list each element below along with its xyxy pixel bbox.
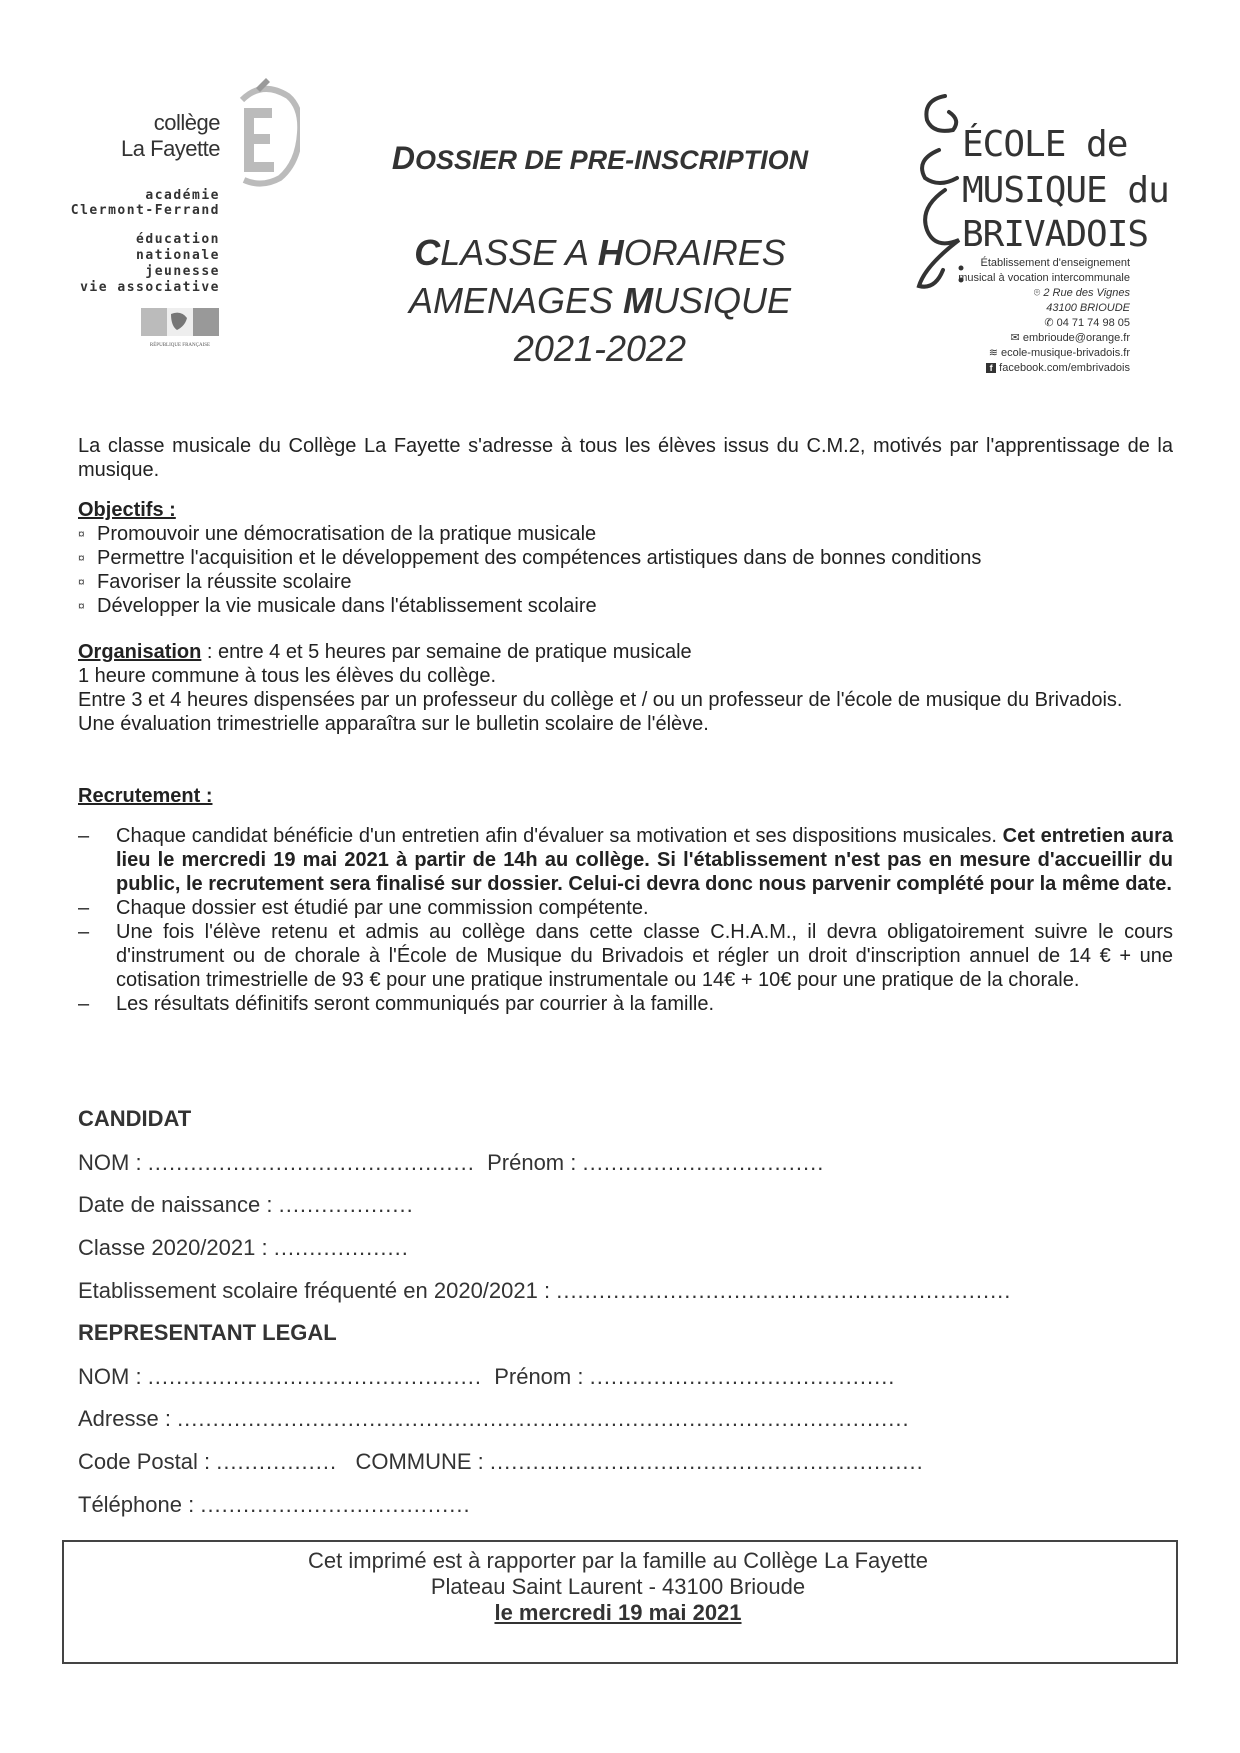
objectifs-heading: Objectifs : xyxy=(78,499,176,521)
list-item: – Chaque candidat bénéficie d'un entretien afin d'évaluer sa motivation et ses dispositions musicales. Cet entretien aura lieu le mercredi 19 mai 2021 à partir de 14h au collège. Si l'établissement n'est pas en mesure d'accueillir du public, le recrutement sera finalisé sur dossier. Celui-ci devra donc nous parvenir complété pour la même date. xyxy=(78,825,1173,895)
academie-label: académie Clermont-Ferrand xyxy=(70,188,220,218)
dossier-title: DOSSIER DE PRE-INSCRIPTION xyxy=(391,140,809,176)
ecole-name-line1: ÉCOLE de xyxy=(962,124,1128,165)
amenages-title: AMENAGES MUSIQUE xyxy=(408,280,792,321)
location-pin-icon: ⌾ xyxy=(1033,287,1044,299)
college-name: collège La Fayette xyxy=(121,110,220,161)
organisation-section: Organisation : entre 4 et 5 heures par semaine de pratique musicale 1 heure commune à tous les élèves du collège. Entre 3 et 4 heures dispensées par un professeur du collège et / ou un professeur de l'école de musique du Brivadois. Une évaluation trimestrielle apparaîtra sur le bulletin scolaire de l'élève. xyxy=(78,641,1123,735)
year-title: 2021-2022 xyxy=(513,328,687,369)
representant-cp-commune-field[interactable]: Code Postal : ................. COMMUNE : ............................................................. xyxy=(78,1449,924,1474)
recrutement-heading: Recrutement : xyxy=(78,785,213,807)
representant-adresse-field[interactable]: Adresse : ....................................................................................................... xyxy=(78,1406,910,1431)
list-item: – Les résultats définitifs seront communiqués par courrier à la famille. xyxy=(78,993,715,1015)
list-item: – Une fois l'élève retenu et admis au collège dans cette classe C.H.A.M., il devra obligatoirement suivre le cours d'instrument ou de chorale à l'École de Musique du Brivadois et régler un droit d'inscription annuel de 14 € + une cotisation trimestrielle de 93 € pour une pratique instrumentale ou 14€ + 10€ pour une pratique de la chorale. xyxy=(78,921,1173,991)
candidat-naissance-field[interactable]: Date de naissance : ................... xyxy=(78,1192,414,1217)
representant-heading: REPRESENTANT LEGAL xyxy=(78,1320,337,1345)
footer-date: le mercredi 19 mai 2021 xyxy=(494,1600,742,1625)
representant-nom-field[interactable]: NOM : ............................................... Prénom : ........................................... xyxy=(78,1364,896,1389)
footer-line2: Plateau Saint Laurent - 43100 Brioude xyxy=(430,1574,806,1599)
representant-telephone-field[interactable]: Téléphone : ...................................... xyxy=(78,1492,471,1517)
ecole-name-line3: BRIVADOIS xyxy=(962,214,1149,255)
list-item: – Chaque dossier est étudié par une commission compétente. xyxy=(78,897,649,919)
facebook-icon: f xyxy=(986,363,996,373)
objectifs-list xyxy=(78,522,1173,618)
phone-icon: ✆ xyxy=(1044,317,1057,329)
list-item: ¤ Développer la vie musicale dans l'établissement scolaire xyxy=(78,595,597,617)
list-item: ¤ Permettre l'acquisition et le développement des compétences artistiques dans de bonnes conditions xyxy=(78,547,982,569)
candidat-etablissement-field[interactable]: Etablissement scolaire fréquenté en 2020/2021 : ................................................................ xyxy=(78,1278,1012,1303)
mail-icon: ✉ xyxy=(1010,332,1023,344)
marianne-logo xyxy=(141,308,219,348)
list-item: ¤ Promouvoir une démocratisation de la pratique musicale xyxy=(78,523,597,545)
candidat-classe-field[interactable]: Classe 2020/2021 : ................... xyxy=(78,1235,409,1260)
wifi-icon: ≋ xyxy=(988,347,1001,359)
ministere-label: éducation nationale jeunesse vie associative xyxy=(80,232,220,295)
republique-label: RÉPUBLIQUE FRANÇAISE xyxy=(149,343,211,348)
ecole-contact: Établissement d'enseignement musical à vocation intercommunale ⌾ 2 Rue des Vignes 43100 BRIOUDE ✆ 04 71 74 98 05 ✉ embrioude@orange.fr ≋ ecole-musique-brivadois.fr f facebook.com/embrivadois xyxy=(958,257,1130,374)
footer-line1: Cet imprimé est à rapporter par la famille au Collège La Fayette xyxy=(308,1548,928,1573)
academie-e-logo xyxy=(222,78,300,188)
list-item: ¤ Favoriser la réussite scolaire xyxy=(78,571,352,593)
ecole-name-line2: MUSIQUE du xyxy=(962,170,1169,211)
organisation-heading: Organisation xyxy=(78,641,202,663)
intro-paragraph: La classe musicale du Collège La Fayette s'adresse à tous les élèves issus du C.M.2, motivés par l'apprentissage de la musique. xyxy=(78,435,1173,481)
classe-title: CLASSE A HORAIRES xyxy=(414,232,786,273)
recrutement-list xyxy=(78,824,1173,1016)
candidat-nom-field[interactable]: NOM : .............................................. Prénom : .................................. xyxy=(78,1150,825,1175)
candidat-heading: CANDIDAT xyxy=(78,1106,192,1131)
